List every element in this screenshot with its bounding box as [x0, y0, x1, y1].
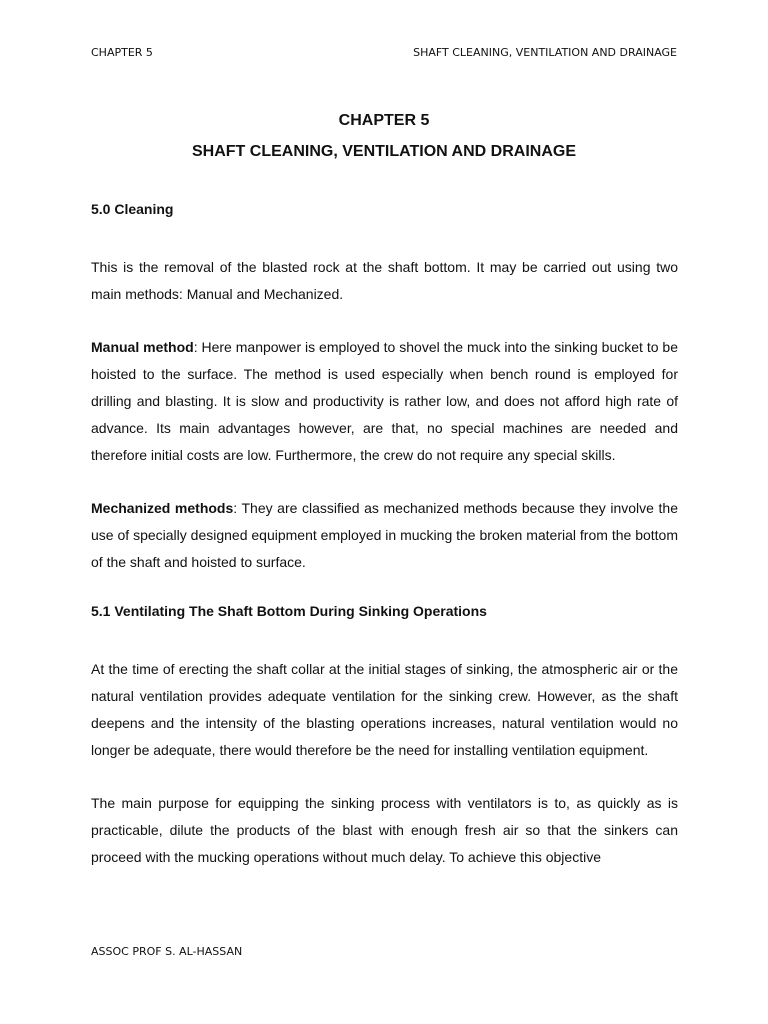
running-header [91, 46, 677, 59]
chapter-title: SHAFT CLEANING, VENTILATION AND DRAINAGE [192, 143, 576, 160]
chapter-title-block [0, 112, 768, 161]
section-heading-cleaning: 5.0 Cleaning [91, 201, 174, 217]
ventilating-paragraph-2: The main purpose for equipping the sinking process with ventilators is to, as quickly as is practicable, dilute the products of the blast with enough fresh air so that the sinkers can proceed with the mucking operations without much delay. To achieve this objective [91, 795, 678, 865]
manual-method-text: : Here manpower is employed to shovel the muck into the sinking bucket to be hoisted to the surface. The method is used especially when bench round is employed for drilling and blasting. It is slow and productivity is rather low, and does not afford high rate of advance. Its main advantages however, are that, no special machines are needed and therefore initial costs are low. Furthermore, the crew do not require any special skills. [91, 339, 678, 463]
header-chapter-title: SHAFT CLEANING, VENTILATION AND DRAINAGE [413, 46, 677, 59]
mechanized-methods-paragraph [91, 495, 678, 576]
mechanized-methods-label: Mechanized methods [91, 500, 234, 516]
cleaning-intro-paragraph: This is the removal of the blasted rock at the shaft bottom. It may be carried out using two main methods: Manual and Mechanized. [91, 259, 678, 302]
manual-method-paragraph [91, 334, 678, 469]
section-heading-ventilating: 5.1 Ventilating The Shaft Bottom During Sinking Operations [91, 603, 487, 619]
chapter-number: CHAPTER 5 [338, 112, 430, 129]
ventilating-paragraph-1: At the time of erecting the shaft collar at the initial stages of sinking, the atmospheric air or the natural ventilation provides adequate ventilation for the sinking crew. However, as the shaft deepens and the intensity of the blasting operations increases, natural ventilation would no longer be adequate, there would therefore be the need for installing ventilation equipment. [91, 661, 678, 758]
page-footer-author: ASSOC PROF S. AL-HASSAN [91, 945, 243, 958]
manual-method-label: Manual method [91, 339, 194, 355]
header-chapter-label: CHAPTER 5 [91, 46, 153, 59]
document-body [91, 200, 678, 871]
mechanized-methods-text: : They are classified as mechanized methods because they involve the use of specially designed equipment employed in mucking the broken material from the bottom of the shaft and hoisted to surface. [91, 500, 678, 570]
